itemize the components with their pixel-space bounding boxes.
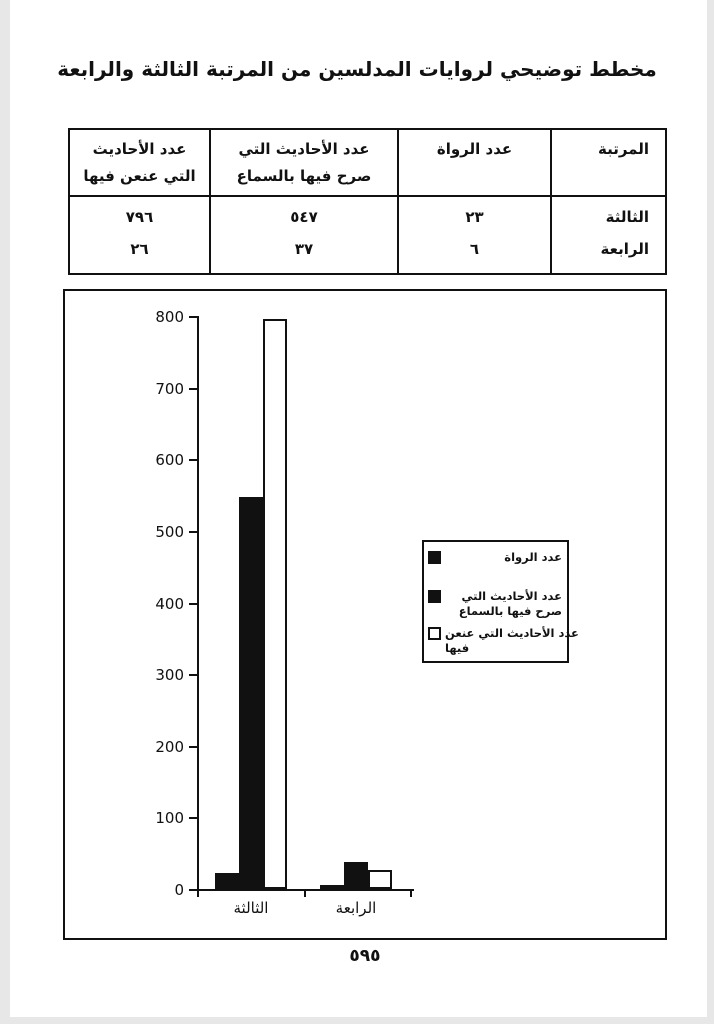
bar bbox=[344, 862, 368, 889]
header-line: عدد الأحاديث bbox=[92, 140, 187, 158]
legend-item bbox=[428, 626, 579, 656]
x-axis-tick bbox=[197, 891, 199, 897]
cell-value: ٦ bbox=[469, 240, 480, 258]
cell-value: ٢٣ bbox=[465, 208, 484, 226]
legend-label bbox=[445, 626, 579, 656]
y-axis-tick bbox=[189, 316, 197, 318]
y-tick-label: 300 bbox=[155, 666, 184, 685]
chart-legend bbox=[422, 540, 579, 663]
legend-label-line: فيها bbox=[445, 641, 470, 655]
cell-value: الثالثة bbox=[605, 208, 649, 226]
y-axis-tick bbox=[189, 459, 197, 461]
bar bbox=[263, 319, 287, 889]
header-cell-sama bbox=[209, 130, 397, 195]
cell-value: ٥٤٧ bbox=[290, 208, 318, 226]
bar bbox=[368, 870, 392, 889]
y-axis-tick bbox=[189, 817, 197, 819]
page-number: ٥٩٥ bbox=[349, 946, 381, 966]
header-line: عدد الأحاديث التي bbox=[238, 140, 370, 158]
y-tick-label: 400 bbox=[155, 594, 184, 613]
bar bbox=[239, 497, 263, 889]
legend-label-line: عدد الرواة bbox=[504, 550, 562, 564]
y-tick-label: 100 bbox=[155, 809, 184, 828]
y-axis-tick bbox=[189, 388, 197, 390]
header-line: صرح فيها بالسماع bbox=[236, 167, 372, 185]
y-tick-label: 200 bbox=[155, 737, 184, 756]
y-tick-label: 500 bbox=[155, 522, 184, 541]
cell-value: ٣٧ bbox=[294, 240, 314, 258]
y-axis-tick bbox=[189, 889, 197, 891]
scan-edge-left bbox=[0, 0, 10, 1024]
x-axis-tick bbox=[304, 891, 306, 897]
cell-value: ٢٦ bbox=[130, 240, 149, 258]
y-tick-label: 800 bbox=[155, 308, 184, 326]
category-label: الثالثة bbox=[233, 899, 269, 917]
header-line: المرتبة bbox=[597, 140, 649, 158]
summary-table bbox=[68, 128, 667, 275]
y-tick-label: 700 bbox=[155, 379, 184, 398]
legend-label-line: عدد الأحاديث التي bbox=[461, 589, 562, 603]
legend-label bbox=[445, 589, 562, 619]
header-cell-rank bbox=[550, 130, 665, 195]
header-cell-anana bbox=[70, 130, 209, 195]
legend-label bbox=[445, 550, 562, 565]
bar-chart bbox=[63, 289, 667, 940]
bar bbox=[215, 873, 239, 889]
cell-value: الرابعة bbox=[600, 240, 649, 258]
header-line: التي عنعن فيها bbox=[83, 167, 196, 185]
body-cell-anana bbox=[70, 197, 209, 273]
y-axis-line bbox=[197, 316, 199, 891]
y-axis-tick bbox=[189, 603, 197, 605]
legend-marker-black bbox=[428, 551, 441, 564]
scan-edge-right bbox=[707, 0, 714, 1024]
y-axis-tick bbox=[189, 746, 197, 748]
header-cell-narrators bbox=[397, 130, 550, 195]
table-header-row bbox=[70, 130, 665, 197]
page-title: مخطط توضيحي لروايات المدلسين من المرتبة الثالثة والرابعة bbox=[57, 57, 657, 81]
body-cell-sama bbox=[209, 197, 397, 273]
x-axis-tick bbox=[410, 891, 412, 897]
legend-item bbox=[428, 589, 562, 619]
body-cell-narrators bbox=[397, 197, 550, 273]
category-label: الرابعة bbox=[335, 899, 377, 917]
legend-item bbox=[428, 550, 562, 565]
legend-label-line: عدد الأحاديث التي عنعن bbox=[445, 626, 579, 640]
y-axis-tick bbox=[189, 531, 197, 533]
scan-edge-bottom bbox=[0, 1017, 714, 1024]
y-tick-label: 0 bbox=[174, 881, 184, 899]
chart-plot bbox=[65, 291, 665, 938]
body-cell-rank bbox=[550, 197, 665, 273]
cell-value: ٧٩٦ bbox=[125, 208, 154, 226]
header-line: عدد الرواة bbox=[436, 140, 513, 158]
legend-marker-white bbox=[428, 627, 441, 640]
y-axis-tick bbox=[189, 674, 197, 676]
y-tick-label: 600 bbox=[155, 451, 184, 470]
bar bbox=[320, 885, 344, 889]
table-body-row bbox=[70, 197, 665, 273]
legend-marker-black bbox=[428, 590, 441, 603]
legend-label-line: صرح فيها بالسماع bbox=[458, 604, 562, 618]
